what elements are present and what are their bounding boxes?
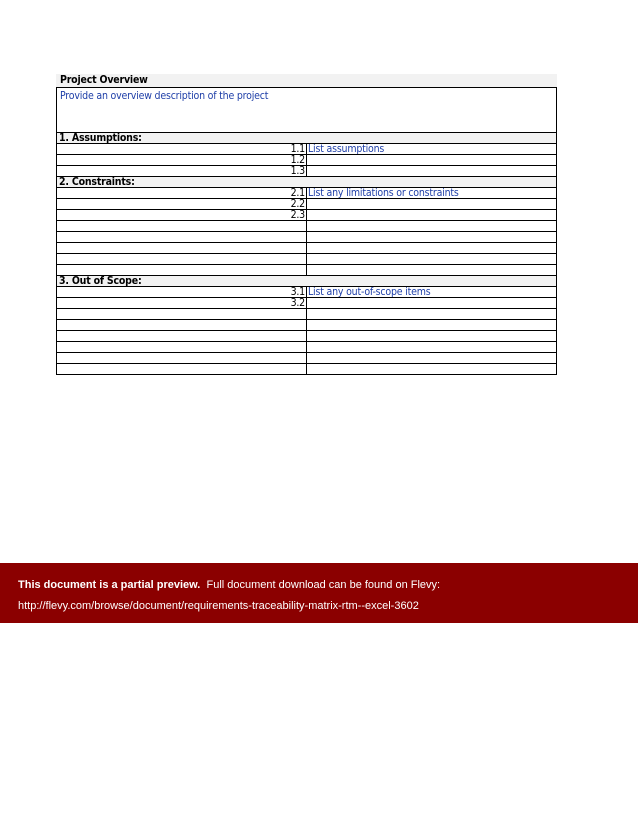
download-link[interactable]: http://flevy.com/browse/document/requirements-traceability-matrix-rtm--excel-3602	[18, 600, 419, 612]
table-row	[57, 166, 557, 177]
item-number-cell[interactable]	[57, 353, 307, 364]
item-number-cell[interactable]	[57, 364, 307, 375]
table-row	[57, 265, 557, 276]
item-number-cell[interactable]: 2.2	[57, 199, 307, 210]
table-row	[57, 298, 557, 309]
item-number-cell[interactable]	[57, 309, 307, 320]
item-number-cell[interactable]	[57, 254, 307, 265]
section-header-row	[57, 177, 557, 188]
project-overview-heading: Project Overview	[56, 74, 557, 87]
item-number-cell[interactable]	[57, 221, 307, 232]
item-number-cell[interactable]: 2.1	[57, 188, 307, 199]
item-number-cell[interactable]	[57, 331, 307, 342]
table-row	[57, 331, 557, 342]
item-text-cell[interactable]	[307, 364, 557, 375]
table-row	[57, 243, 557, 254]
item-text-cell[interactable]	[307, 320, 557, 331]
item-text-cell[interactable]	[307, 243, 557, 254]
item-text-cell[interactable]	[307, 309, 557, 320]
item-number-cell[interactable]: 1.1	[57, 144, 307, 155]
item-number-cell[interactable]: 3.1	[57, 287, 307, 298]
item-number-cell[interactable]	[57, 320, 307, 331]
table-row	[57, 210, 557, 221]
preview-notice-text: Full document download can be found on Flevy:	[206, 579, 441, 591]
table-row	[57, 364, 557, 375]
item-text-cell[interactable]	[307, 155, 557, 166]
table-row	[57, 232, 557, 243]
scope-table	[56, 132, 557, 375]
item-text-cell[interactable]	[307, 210, 557, 221]
table-row	[57, 287, 557, 298]
item-text-cell[interactable]	[307, 353, 557, 364]
item-text-cell[interactable]	[307, 254, 557, 265]
item-text-cell[interactable]	[307, 331, 557, 342]
preview-banner	[0, 563, 638, 623]
section-heading: 2. Constraints:	[57, 177, 557, 188]
table-row	[57, 342, 557, 353]
item-text-cell[interactable]	[307, 199, 557, 210]
section-heading: 1. Assumptions:	[57, 133, 557, 144]
project-sheet	[56, 74, 557, 375]
item-text-cell[interactable]: List any limitations or constraints	[307, 188, 557, 199]
item-number-cell[interactable]	[57, 243, 307, 254]
section-heading: 3. Out of Scope:	[57, 276, 557, 287]
item-text-cell[interactable]: List assumptions	[307, 144, 557, 155]
item-text-cell[interactable]	[307, 221, 557, 232]
item-text-cell[interactable]	[307, 265, 557, 276]
item-number-cell[interactable]: 1.3	[57, 166, 307, 177]
item-number-cell[interactable]	[57, 265, 307, 276]
item-text-cell[interactable]	[307, 232, 557, 243]
table-row	[57, 221, 557, 232]
item-number-cell[interactable]	[57, 342, 307, 353]
item-text-cell[interactable]	[307, 166, 557, 177]
preview-notice-bold: This document is a partial preview.	[18, 579, 201, 591]
table-row	[57, 144, 557, 155]
table-row	[57, 188, 557, 199]
table-row	[57, 254, 557, 265]
section-header-row	[57, 133, 557, 144]
table-row	[57, 155, 557, 166]
preview-notice	[18, 579, 440, 591]
table-row	[57, 353, 557, 364]
project-overview-description[interactable]: Provide an overview description of the project	[56, 87, 557, 132]
item-number-cell[interactable]: 3.2	[57, 298, 307, 309]
item-number-cell[interactable]: 1.2	[57, 155, 307, 166]
table-row	[57, 309, 557, 320]
table-row	[57, 199, 557, 210]
item-text-cell[interactable]: List any out-of-scope items	[307, 287, 557, 298]
item-text-cell[interactable]	[307, 298, 557, 309]
table-row	[57, 320, 557, 331]
item-number-cell[interactable]	[57, 232, 307, 243]
item-text-cell[interactable]	[307, 342, 557, 353]
section-header-row	[57, 276, 557, 287]
item-number-cell[interactable]: 2.3	[57, 210, 307, 221]
